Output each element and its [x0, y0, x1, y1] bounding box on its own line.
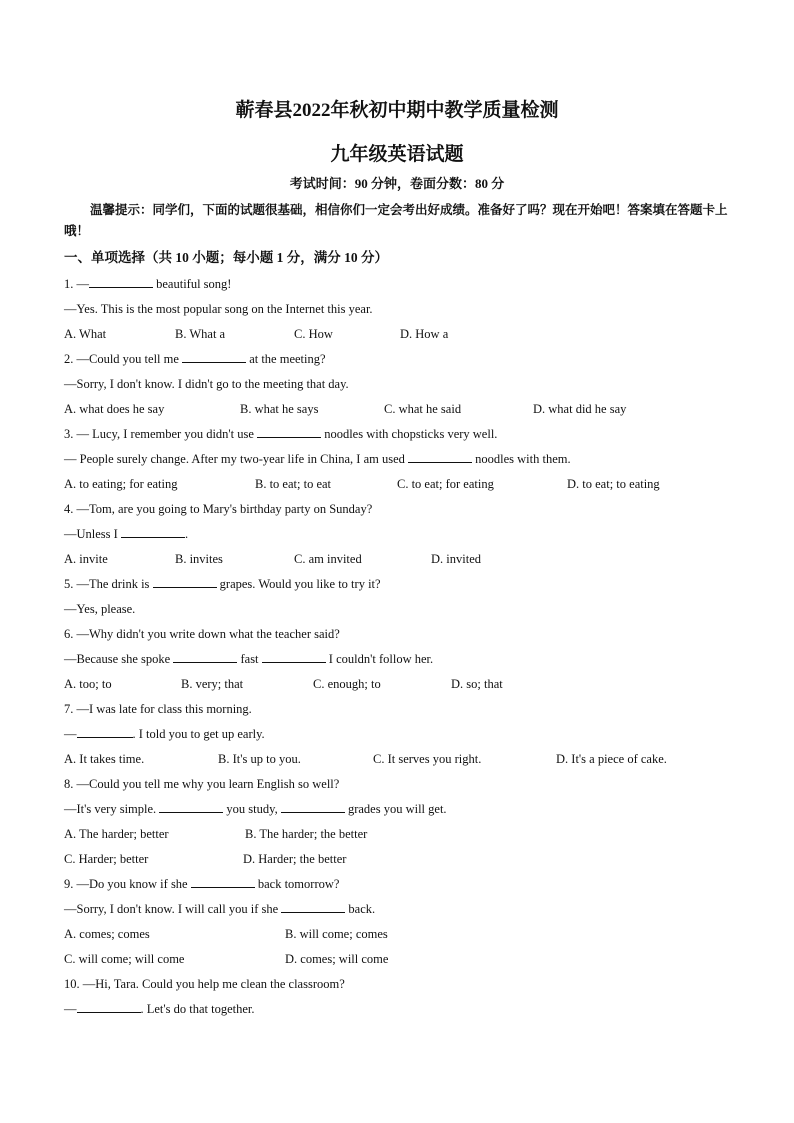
option-4b: B. invites: [175, 552, 223, 566]
option-6a: A. too; to: [64, 677, 112, 691]
option-9c: C. will come; will come: [64, 952, 185, 966]
question-5: 5. —The drink is grapes. Would you like to try it?: [64, 577, 381, 591]
question-9: 9. —Do you know if she back tomorrow?: [64, 877, 340, 891]
answer-blank: [257, 426, 321, 438]
answer-blank: [173, 651, 237, 663]
option-3b: B. to eat; to eat: [255, 477, 332, 491]
option-6c: C. enough; to: [313, 677, 381, 691]
question-10: 10. —Hi, Tara. Could you help me clean the classroom?: [64, 977, 345, 991]
question-6: 6. —Why didn't you write down what the teacher said?: [64, 627, 340, 641]
option-2d: D. what did he say: [533, 402, 627, 416]
option-1c: C. How: [294, 327, 333, 341]
answer-blank: [408, 451, 472, 463]
option-7a: A. It takes time.: [64, 752, 145, 766]
option-8c: C. Harder; better: [64, 852, 149, 866]
option-3a: A. to eating; for eating: [64, 477, 178, 491]
option-1d: D. How a: [400, 327, 449, 341]
option-8a: A. The harder; better: [64, 827, 169, 841]
option-7d: D. It's a piece of cake.: [556, 752, 667, 766]
option-9d: D. comes; will come: [285, 952, 389, 966]
reply-10: — . Let's do that together.: [64, 1002, 255, 1016]
answer-blank: [77, 1001, 141, 1013]
option-8d: D. Harder; the better: [243, 852, 347, 866]
option-9b: B. will come; comes: [285, 927, 388, 941]
answer-blank: [153, 576, 217, 588]
option-1b: B. What a: [175, 327, 226, 341]
reply-7: — . I told you to get up early.: [64, 727, 265, 741]
answer-blank: [191, 876, 255, 888]
option-7b: B. It's up to you.: [218, 752, 301, 766]
option-9a: A. comes; comes: [64, 927, 150, 941]
question-2: 2. —Could you tell me at the meeting?: [64, 352, 326, 366]
reply-3: — People surely change. After my two-year life in China, I am used noodles with them.: [64, 452, 571, 466]
reply-2: —Sorry, I don't know. I didn't go to the meeting that day.: [64, 377, 349, 391]
option-3d: D. to eat; to eating: [567, 477, 660, 491]
reply-8: —It's very simple. you study, grades you will get.: [64, 802, 447, 816]
exam-info: 考试时间：90 分钟，卷面分数：80 分: [289, 176, 505, 191]
answer-blank: [281, 901, 345, 913]
option-8b: B. The harder; the better: [245, 827, 368, 841]
option-2c: C. what he said: [384, 402, 462, 416]
reply-9: —Sorry, I don't know. I will call you if she back.: [64, 902, 376, 916]
option-2b: B. what he says: [240, 402, 319, 416]
reply-4: —Unless I .: [64, 527, 189, 541]
question-7: 7. —I was late for class this morning.: [64, 702, 252, 716]
answer-blank: [159, 801, 223, 813]
question-4: 4. —Tom, are you going to Mary's birthday party on Sunday?: [64, 502, 373, 516]
answer-blank: [281, 801, 345, 813]
question-8: 8. —Could you tell me why you learn English so well?: [64, 777, 340, 791]
option-1a: A. What: [64, 327, 107, 341]
option-7c: C. It serves you right.: [373, 752, 482, 766]
answer-blank: [121, 526, 185, 538]
answer-blank: [89, 276, 153, 288]
exam-title: 蕲春县2022年秋初中期中教学质量检测: [235, 100, 559, 121]
section-title: 一、单项选择（共 10 小题；每小题 1 分，满分 10 分）: [64, 250, 388, 265]
option-4a: A. invite: [64, 552, 108, 566]
option-3c: C. to eat; for eating: [397, 477, 494, 491]
option-6d: D. so; that: [451, 677, 503, 691]
question-3: 3. — Lucy, I remember you didn't use noodles with chopsticks very well.: [64, 427, 498, 441]
answer-blank: [77, 726, 133, 738]
answer-blank: [182, 351, 246, 363]
option-4d: D. invited: [431, 552, 481, 566]
reply-1: —Yes. This is the most popular song on the Internet this year.: [64, 302, 373, 316]
warm-tip: 温馨提示：同学们，下面的试题很基础，相信你们一定会考出好成绩。准备好了吗？现在开始吧！答案填在答题卡上哦！: [64, 203, 728, 238]
option-6b: B. very; that: [181, 677, 244, 691]
answer-blank: [262, 651, 326, 663]
question-1: 1. — beautiful song!: [64, 277, 232, 291]
reply-6: —Because she spoke fast I couldn't follow her.: [64, 652, 434, 666]
option-2a: A. what does he say: [64, 402, 165, 416]
exam-subtitle: 九年级英语试题: [330, 144, 464, 165]
reply-5: —Yes, please.: [64, 602, 136, 616]
option-4c: C. am invited: [294, 552, 362, 566]
